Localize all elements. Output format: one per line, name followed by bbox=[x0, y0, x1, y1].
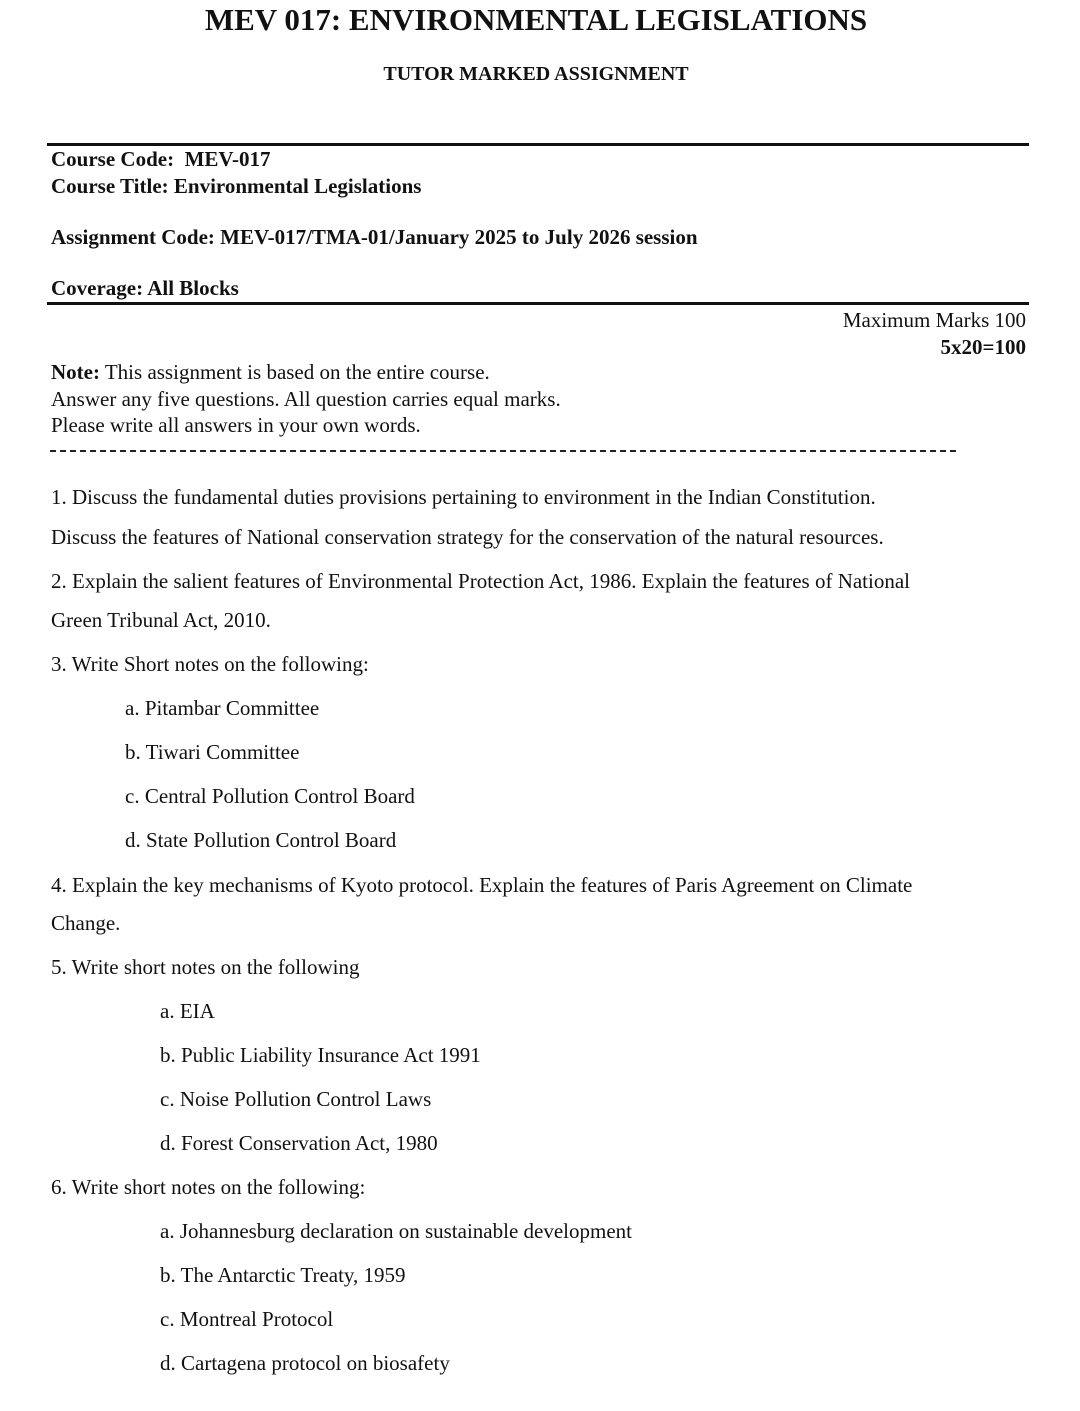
course-title bbox=[51, 174, 421, 199]
question-1-line-1: 1. Discuss the fundamental duties provisions pertaining to environment in the Indian Constitution. bbox=[51, 485, 876, 509]
question-5-item-b: b. Public Liability Insurance Act 1991 bbox=[160, 1043, 481, 1067]
question-4-line-2: Change. bbox=[51, 911, 121, 935]
question-6-item-a: a. Johannesburg declaration on sustainable development bbox=[160, 1219, 632, 1243]
note-line-3: Please write all answers in your own words. bbox=[51, 413, 421, 437]
question-5-item-d: d. Forest Conservation Act, 1980 bbox=[160, 1131, 438, 1155]
course-title-label: Course Title: bbox=[51, 174, 169, 198]
course-code bbox=[51, 147, 271, 172]
bottom-rule bbox=[47, 302, 1029, 305]
course-code-label: Course Code: bbox=[51, 147, 175, 171]
question-6-item-d: d. Cartagena protocol on biosafety bbox=[160, 1351, 450, 1375]
question-4-line-1: 4. Explain the key mechanisms of Kyoto protocol. Explain the features of Paris Agreement on Climate bbox=[51, 873, 913, 897]
course-title-value: Environmental Legislations bbox=[173, 174, 422, 198]
note-text-1: This assignment is based on the entire course. bbox=[104, 360, 490, 384]
question-6-item-b: b. The Antarctic Treaty, 1959 bbox=[160, 1263, 406, 1287]
question-6: 6. Write short notes on the following: bbox=[51, 1175, 366, 1199]
note-line-2: Answer any five questions. All question carries equal marks. bbox=[51, 387, 561, 411]
question-5: 5. Write short notes on the following bbox=[51, 955, 360, 979]
question-3-item-d: d. State Pollution Control Board bbox=[125, 828, 397, 852]
note-label: Note: bbox=[51, 360, 100, 384]
question-3-item-b: b. Tiwari Committee bbox=[125, 740, 300, 764]
question-5-item-a: a. EIA bbox=[160, 999, 215, 1023]
marks-breakdown: 5x20=100 bbox=[940, 335, 1026, 359]
coverage bbox=[51, 276, 239, 301]
assignment-code-label: Assignment Code: bbox=[51, 225, 215, 249]
dashed-separator bbox=[50, 450, 956, 452]
assignment-code-value: MEV-017/TMA-01/January 2025 to July 2026 session bbox=[220, 225, 698, 249]
document-subtitle: TUTOR MARKED ASSIGNMENT bbox=[383, 63, 689, 85]
question-6-item-c: c. Montreal Protocol bbox=[160, 1307, 334, 1331]
course-code-value: MEV-017 bbox=[184, 147, 271, 171]
document-title: MEV 017: ENVIRONMENTAL LEGISLATIONS bbox=[204, 2, 868, 37]
question-1-line-2: Discuss the features of National conservation strategy for the conservation of the natural resources. bbox=[51, 525, 884, 549]
top-rule bbox=[47, 143, 1029, 146]
note-line-1 bbox=[51, 360, 490, 385]
coverage-value: All Blocks bbox=[147, 276, 239, 300]
assignment-code bbox=[51, 225, 698, 250]
question-3-item-a: a. Pitambar Committee bbox=[125, 696, 320, 720]
question-2-line-2: Green Tribunal Act, 2010. bbox=[51, 608, 271, 632]
question-5-item-c: c. Noise Pollution Control Laws bbox=[160, 1087, 432, 1111]
question-3-item-c: c. Central Pollution Control Board bbox=[125, 784, 415, 808]
maximum-marks: Maximum Marks 100 bbox=[842, 308, 1026, 332]
question-2-line-1: 2. Explain the salient features of Environmental Protection Act, 1986. Explain the features of National bbox=[51, 569, 911, 593]
question-3: 3. Write Short notes on the following: bbox=[51, 652, 369, 676]
coverage-label: Coverage: bbox=[51, 276, 144, 300]
